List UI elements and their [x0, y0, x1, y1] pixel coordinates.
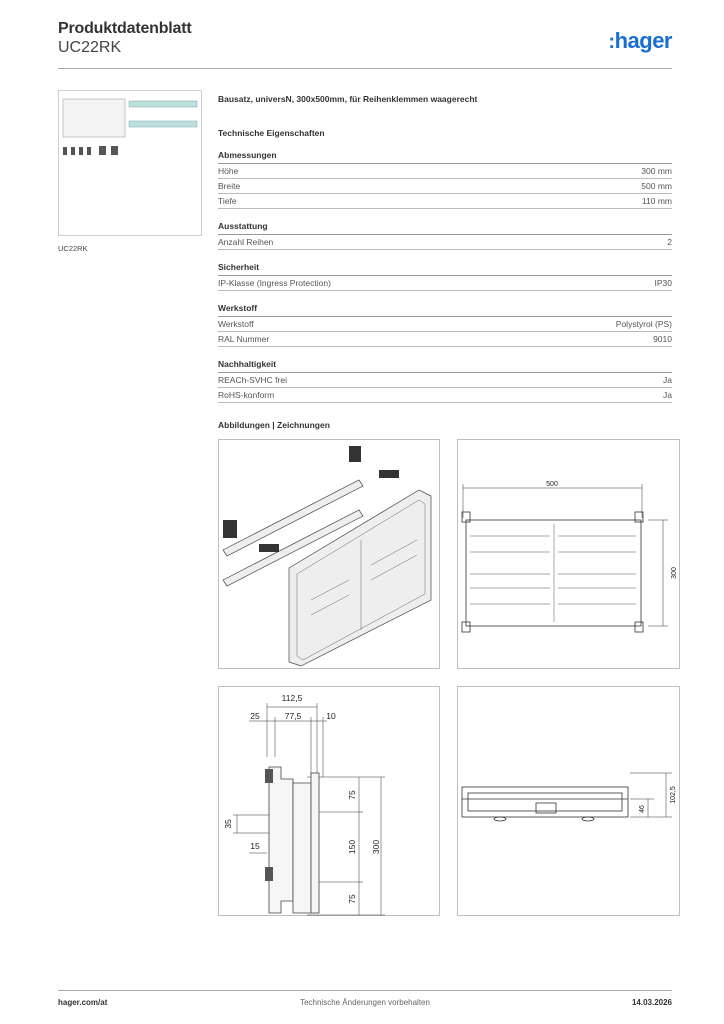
- dim-width: 500: [546, 481, 558, 488]
- spec-row: RoHS-konform Ja: [218, 388, 672, 403]
- dim-2: 25: [250, 711, 260, 721]
- footer-divider: [58, 990, 672, 991]
- spec-row: Höhe 300 mm: [218, 164, 672, 179]
- spec-row: IP-Klasse (Ingress Protection) IP30: [218, 276, 672, 291]
- drawing-side: [218, 686, 440, 916]
- drawing-bottom: [457, 686, 680, 916]
- spec-row: Tiefe 110 mm: [218, 194, 672, 209]
- section-title: Nachhaltigkeit: [218, 359, 672, 373]
- front-view-icon: [458, 440, 681, 670]
- spec-row: Anzahl Reihen 2: [218, 235, 672, 250]
- isometric-kit-icon: [219, 440, 441, 670]
- footer-note: Technische Änderungen vorbehalten: [300, 998, 430, 1007]
- dim-6: 150: [347, 839, 357, 855]
- header-divider: [58, 68, 672, 69]
- section-abmessungen: [218, 150, 672, 209]
- dim-5: 75: [347, 790, 357, 800]
- dim-4: 10: [326, 711, 336, 721]
- product-kit-icon: [59, 91, 203, 237]
- thumbnail-label: UC22RK: [58, 244, 88, 253]
- section-sicherheit: [218, 262, 672, 291]
- product-code: UC22RK: [58, 39, 122, 56]
- images-heading: Abbildungen | Zeichnungen: [218, 420, 330, 430]
- dim-8: 300: [371, 839, 381, 855]
- tech-properties-heading: Technische Eigenschaften: [218, 128, 325, 138]
- drawing-front: [457, 439, 680, 669]
- page-title: Produktdatenblatt: [58, 20, 192, 37]
- product-thumbnail: [58, 90, 202, 236]
- spec-row: Werkstoff Polystyrol (PS): [218, 317, 672, 332]
- spec-row: Breite 500 mm: [218, 179, 672, 194]
- footer-date: 14.03.2026: [631, 998, 672, 1007]
- website-link[interactable]: hager.com/at: [58, 998, 108, 1007]
- dim-total-depth: 102,5: [670, 786, 677, 804]
- spec-row: REACh-SVHC frei Ja: [218, 373, 672, 388]
- page-header: [58, 20, 672, 70]
- spec-row: RAL Nummer 9010: [218, 332, 672, 347]
- dim-9: 35: [223, 819, 233, 829]
- bottom-view-icon: [458, 687, 681, 917]
- section-ausstattung: [218, 221, 672, 250]
- side-view-icon: [219, 687, 441, 917]
- section-title: Sicherheit: [218, 262, 672, 276]
- hager-logo: :hager: [608, 28, 672, 53]
- dim-7: 75: [347, 894, 357, 904]
- dim-10: 15: [250, 841, 260, 851]
- section-nachhaltigkeit: [218, 359, 672, 403]
- section-werkstoff: [218, 303, 672, 347]
- product-details: [218, 94, 672, 403]
- dim-3: 77,5: [284, 711, 302, 721]
- dim-depth: 46: [639, 805, 646, 813]
- product-description: Bausatz, universN, 300x500mm, für Reihenklemmen waagerecht: [218, 94, 478, 104]
- drawing-isometric: [218, 439, 440, 669]
- dim-1: 112,5: [281, 693, 303, 703]
- section-title: Ausstattung: [218, 221, 672, 235]
- dim-height: 300: [671, 567, 678, 579]
- section-title: Abmessungen: [218, 150, 672, 164]
- section-title: Werkstoff: [218, 303, 672, 317]
